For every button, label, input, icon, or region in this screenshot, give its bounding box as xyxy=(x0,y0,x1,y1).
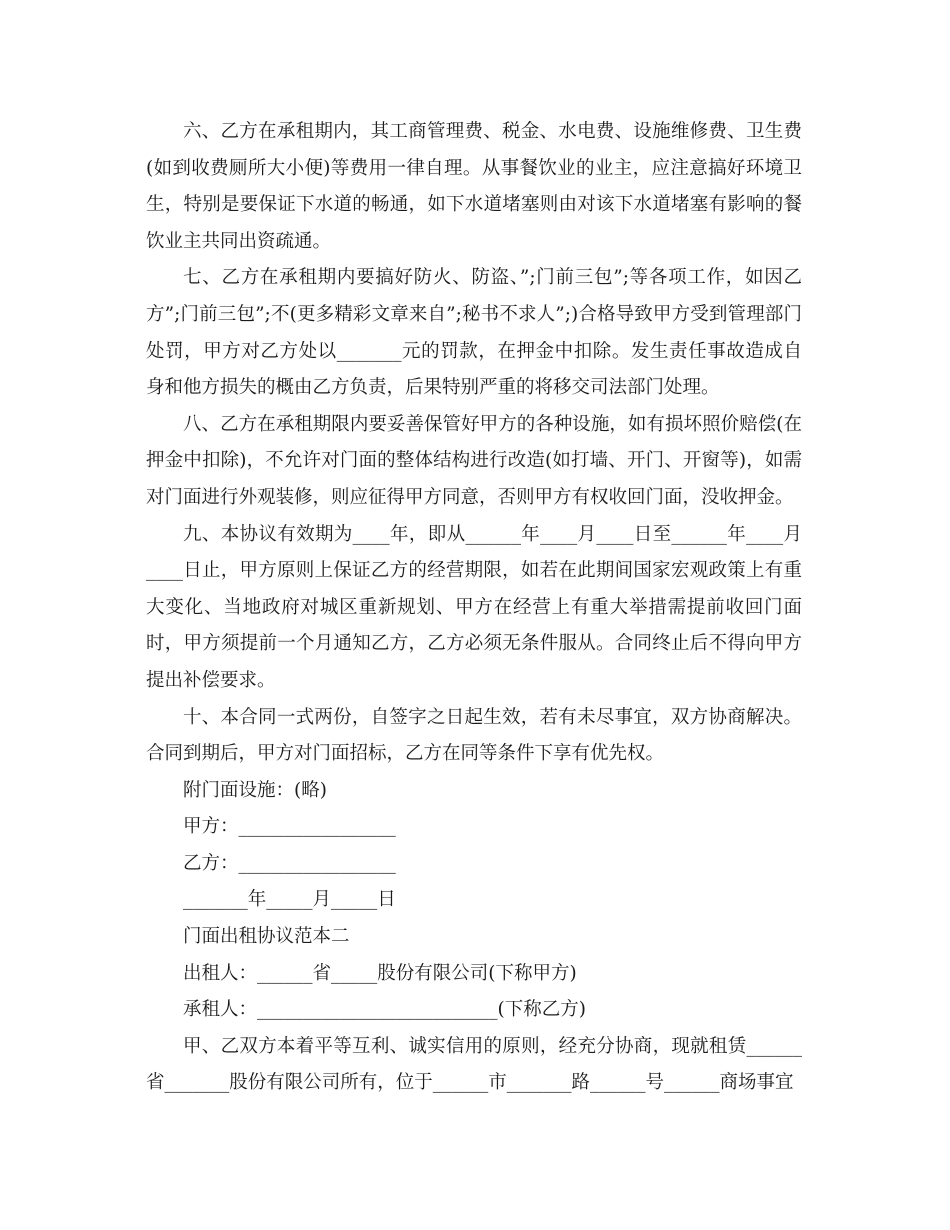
date-line: _______年_____月_____日 xyxy=(183,889,396,911)
section-heading: 门面出租协议范本二 xyxy=(183,926,350,948)
document-body xyxy=(146,114,802,1102)
clause-eight-paragraph: 八、乙方在承租期限内要妥善保管好甲方的各种设施，如有损坏照价赔偿(在押金中扣除)，不允许对门面的整体结构进行改造(如打墙、开门、开窗等)，如需对门面进行外观装修，则应征得甲方同意，否则甲方有权收回门面，没收押金。 xyxy=(146,413,802,508)
party-b-signature-line: 乙方：_________________ xyxy=(183,852,396,874)
intro-paragraph: 甲、乙双方本着平等互利、诚实信用的原则，经充分协商，现就租赁______省_______股份有限公司所有，位于______市_______路______号______商场事宜 xyxy=(146,1035,802,1094)
clause-nine-paragraph: 九、本协议有效期为____年，即从______年____月____日至______年____月____日止，甲方原则上保证乙方的经营期限，如若在此期间国家宏观政策上有重大变化、当地政府对城区重新规划、甲方在经营上有重大举措需提前收回门面时，甲方须提前一个月通知乙方，乙方必须无条件服从。合同终止后不得向甲方提出补偿要求。 xyxy=(146,523,802,691)
attachment-line: 附门面设施：(略) xyxy=(183,779,327,801)
clause-six-paragraph: 六、乙方在承租期内，其工商管理费、税金、水电费、设施维修费、卫生费(如到收费厕所大小便)等费用一律自理。从事餐饮业的业主，应注意搞好环境卫生，特别是要保证下水道的畅通，如下水道堵塞则由对该下水道堵塞有影响的餐饮业主共同出资疏通。 xyxy=(146,121,802,252)
clause-ten-paragraph: 十、本合同一式两份，自签字之日起生效，若有未尽事宜，双方协商解决。合同到期后，甲方对门面招标，乙方在同等条件下享有优先权。 xyxy=(146,706,802,765)
lessee-line: 承租人：__________________________(下称乙方) xyxy=(183,999,586,1021)
clause-seven-paragraph: 七、乙方在承租期内要搞好防火、防盗、”;门前三包”;等各项工作，如因乙方”;门前三包”;不(更多精彩文章来自”;秘书不求人”;)合格导致甲方受到管理部门处罚，甲方对乙方处以_______元的罚款，在押金中扣除。发生责任事故造成自身和他方损失的概由乙方负责，后果特别严重的将移交司法部门处理。 xyxy=(146,267,802,399)
lessor-line: 出租人：______省_____股份有限公司(下称甲方) xyxy=(183,962,577,984)
party-a-signature-line: 甲方：_________________ xyxy=(183,816,396,838)
